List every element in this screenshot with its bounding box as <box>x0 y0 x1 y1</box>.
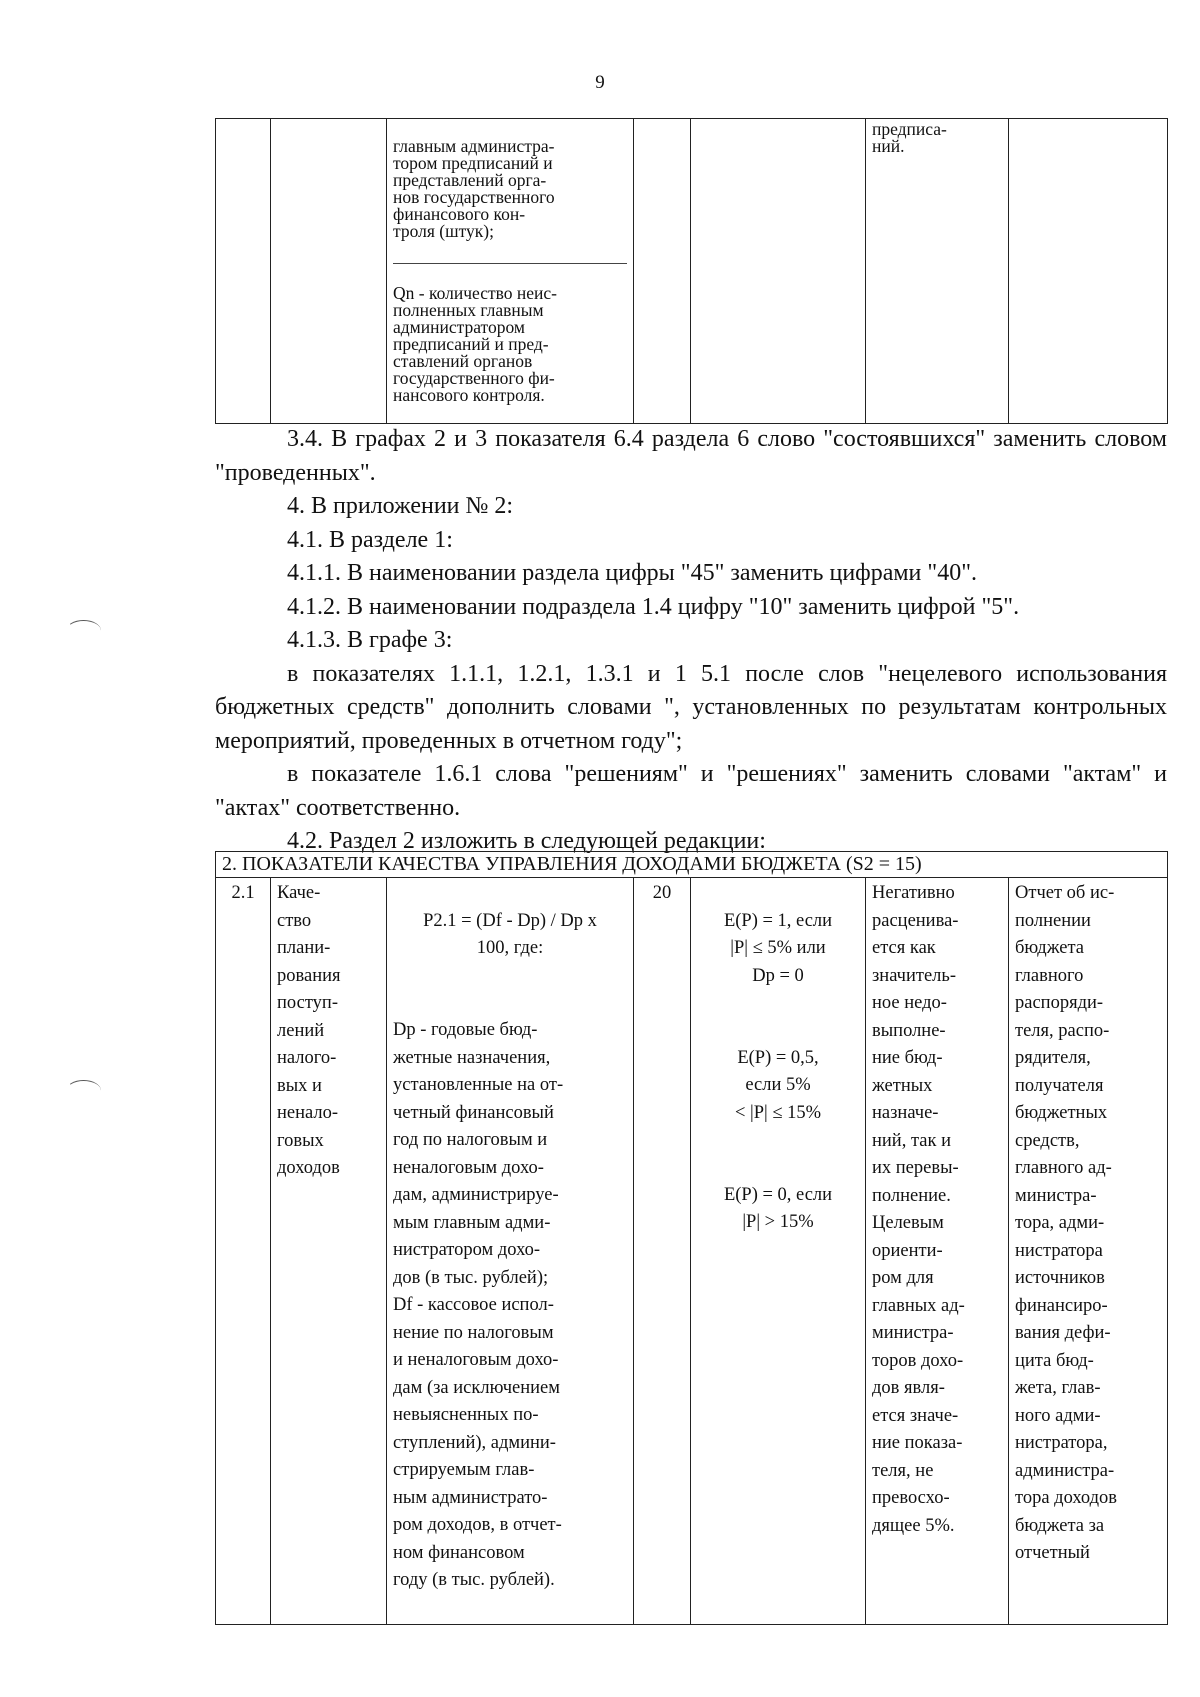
paragraph-4-1-2: 4.1.2. В наименовании подраздела 1.4 цифру "10" заменить цифрой "5". <box>287 593 1020 620</box>
cont-formula-separator <box>393 263 627 264</box>
formula-head: P2.1 = (Df - Dp) / Dp x 100, где: <box>423 910 597 958</box>
paragraph-indicator-1-6-1: в показателе 1.6.1 слова "решениям" и "решениях" заменить словами "актам" и "актах" соответственно. <box>215 761 1167 821</box>
indicator-name: Каче- ство плани- рования поступ- лений налого- вых и ненало- говых доходов <box>271 878 387 1625</box>
cont-cell-comment: предписа- ний. <box>866 119 1009 424</box>
paragraph-4-1-3: 4.1.3. В графе 3: <box>287 627 453 653</box>
paragraph-4-1-1: 4.1.1. В наименовании раздела цифры "45" заменить цифрами "40". <box>287 560 977 586</box>
paragraph-4-1: 4.1. В разделе 1: <box>287 526 453 553</box>
score-zero: E(P) = 0, если |P| > 15% <box>723 1184 833 1232</box>
score-half: E(P) = 0,5, если 5% < |P| ≤ 15% <box>734 1047 822 1123</box>
score-full: E(P) = 1, если |P| ≤ 5% или Dp = 0 <box>723 910 833 986</box>
cont-cell-2 <box>271 119 387 424</box>
indicator-formula <box>387 878 634 1625</box>
cont-cell-formula <box>387 119 634 424</box>
punch-mark-top <box>66 620 101 641</box>
body-text <box>215 423 1167 859</box>
continued-table <box>215 118 1168 424</box>
indicator-comment: Негативно расценива- ется как значитель- ное недо- выполне- ние бюд- жетных назначе- ний, так и их перевы- полнение. Целевым ориенти- ром для главных ад- министра- торов дохо- дов явля- ется значе- ние показа- теля, не превосхо- дящее 5%. <box>866 878 1009 1625</box>
paragraph-4: 4. В приложении № 2: <box>287 493 514 519</box>
page-number: 9 <box>595 72 605 93</box>
cont-cell-4 <box>634 119 691 424</box>
cont-formula-part1: главным администра- тором предписаний и представлений орга- нов государственного финансового кон- троля (штук); <box>393 136 555 241</box>
cont-cell-7 <box>1009 119 1168 424</box>
paragraph-indicators: в показателях 1.1.1, 1.2.1, 1.3.1 и 1 5.1 после слов "нецелевого использования бюджетных средств" дополнить словами ", установленных по результатам контрольных мероприятий, проведенных в отчетном году"; <box>215 660 1167 754</box>
cont-cell-5 <box>691 119 866 424</box>
indicator-number: 2.1 <box>216 878 271 1625</box>
section-2-table <box>215 851 1168 1625</box>
formula-body: Dp - годовые бюд- жетные назначения, установленные на от- четный финансовый год по налоговым и неналоговым дохо- дам, администрируе- мым главным адми- нистратором дохо- дов (в тыс. рублей); Df - кассовое испол- нение по налоговым и неналоговым дохо- дам (за исключением невыясненных по- ступлений), админи- стрируемым глав- ным администрато- ром доходов, в отчет- ном финансовом году (в тыс. рублей). <box>393 1020 564 1590</box>
cont-formula-part2: Qn - количество неис- полненных главным администратором предписаний и пред- ставлений органов государственного фи- нансового контроля. <box>393 283 557 405</box>
cont-cell-1 <box>216 119 271 424</box>
punch-mark-bottom <box>66 1080 101 1101</box>
indicator-score <box>691 878 866 1625</box>
indicator-source: Отчет об ис- полнении бюджета главного распоряди- теля, распо- рядителя, получателя бюджетных средств, главного ад- министра- тора, адми- нистратора источников финансиро- вания дефи- цита бюд- жета, глав- ного адми- нистратора, администра- тора доходов бюджета за отчетный <box>1009 878 1168 1625</box>
paragraph-4-2: 4.2. Раздел 2 изложить в следующей редакции: <box>287 828 766 854</box>
indicator-weight: 20 <box>634 878 691 1625</box>
section-2-header: 2. ПОКАЗАТЕЛИ КАЧЕСТВА УПРАВЛЕНИЯ ДОХОДАМИ БЮДЖЕТА (S2 = 15) <box>216 852 1168 878</box>
paragraph-3-4: 3.4. В графах 2 и 3 показателя 6.4 раздела 6 слово "состоявшихся" заменить словом "проведенных". <box>215 426 1167 486</box>
